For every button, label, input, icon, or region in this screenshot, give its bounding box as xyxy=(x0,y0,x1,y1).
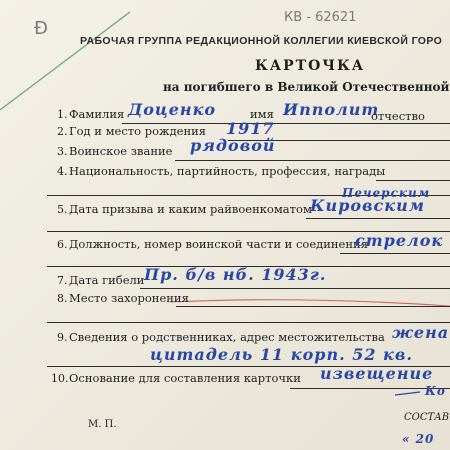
field-6-label: Должность, номер воинской части и соединения xyxy=(69,237,368,251)
field-6-number: 6. xyxy=(57,238,68,251)
field-9-number: 9. xyxy=(57,331,68,344)
field-4-number: 4. xyxy=(57,165,68,178)
field-10-label: Основание для составления карточки xyxy=(69,371,301,385)
field-1-patronymic-label: отчество xyxy=(371,109,425,123)
field-5-value-upper: Печерским xyxy=(342,186,431,200)
field-2-number: 2. xyxy=(57,125,68,138)
field-2-label: Год и место рождения xyxy=(69,124,207,138)
field-1-name-label: имя xyxy=(250,107,274,121)
stamp-placeholder: М. П. xyxy=(88,419,117,430)
field-10-value-line2: Ко xyxy=(425,384,446,398)
organization-header: РАБОЧАЯ ГРУППА РЕДАКЦИОННОЙ КОЛЛЕГИИ КИЕВСКОЙ ГОРО xyxy=(80,35,443,47)
field-7-number: 7. xyxy=(57,274,68,287)
field-5-label: Дата призыва и каким райвоенкоматом xyxy=(69,202,312,216)
date-fragment: « 20 xyxy=(402,432,435,446)
field-8-underline xyxy=(176,306,450,307)
field-7-value: Пр. б/в нб. 1943г. xyxy=(144,265,327,284)
field-5-number: 5. xyxy=(57,203,68,216)
field-9-value: жена xyxy=(392,323,450,342)
field-5-value: Кировским xyxy=(310,196,425,215)
field-10-number: 10. xyxy=(51,372,69,385)
field-5-underline xyxy=(306,218,450,219)
field-1-label: Фамилия xyxy=(69,107,125,121)
ink-underline-mark xyxy=(395,392,420,395)
field-9-value-line2: цитадель 11 корп. 52 кв. xyxy=(150,345,413,364)
field-8-continuation-line xyxy=(47,322,450,323)
field-9-label: Сведения о родственниках, адрес местожительства xyxy=(69,330,385,344)
field-1-number: 1. xyxy=(57,108,68,121)
card-subtitle: на погибшего в Великой Отечественной xyxy=(163,80,450,94)
field-3-value: рядовой xyxy=(190,136,276,155)
field-2-value: 1917 xyxy=(226,119,275,138)
field-3-number: 3. xyxy=(57,145,68,158)
card-title: КАРТОЧКА xyxy=(255,58,366,74)
archive-code: КВ - 62621 xyxy=(284,10,357,25)
field-3-underline xyxy=(175,160,450,161)
field-1-surname-value: Доценко xyxy=(128,100,217,119)
field-6-value: стрелок xyxy=(355,231,444,250)
field-10-value: извещение xyxy=(320,364,434,383)
field-1-name-value: Ипполит xyxy=(283,100,380,119)
corner-pencil-mark: Ð xyxy=(34,18,48,39)
field-7-underline xyxy=(140,288,450,289)
field-4-label: Национальность, партийность, профессия, награды xyxy=(69,164,386,178)
field-7-label: Дата гибели xyxy=(69,273,145,287)
field-3-label: Воинское звание xyxy=(69,144,173,158)
field-4-underline xyxy=(376,180,450,181)
field-8-label: Место захоронения xyxy=(69,291,189,305)
field-8-number: 8. xyxy=(57,292,68,305)
field-6-underline xyxy=(340,253,450,254)
green-crease-line xyxy=(0,12,130,110)
compiler-label: СОСТАВ xyxy=(404,412,450,423)
